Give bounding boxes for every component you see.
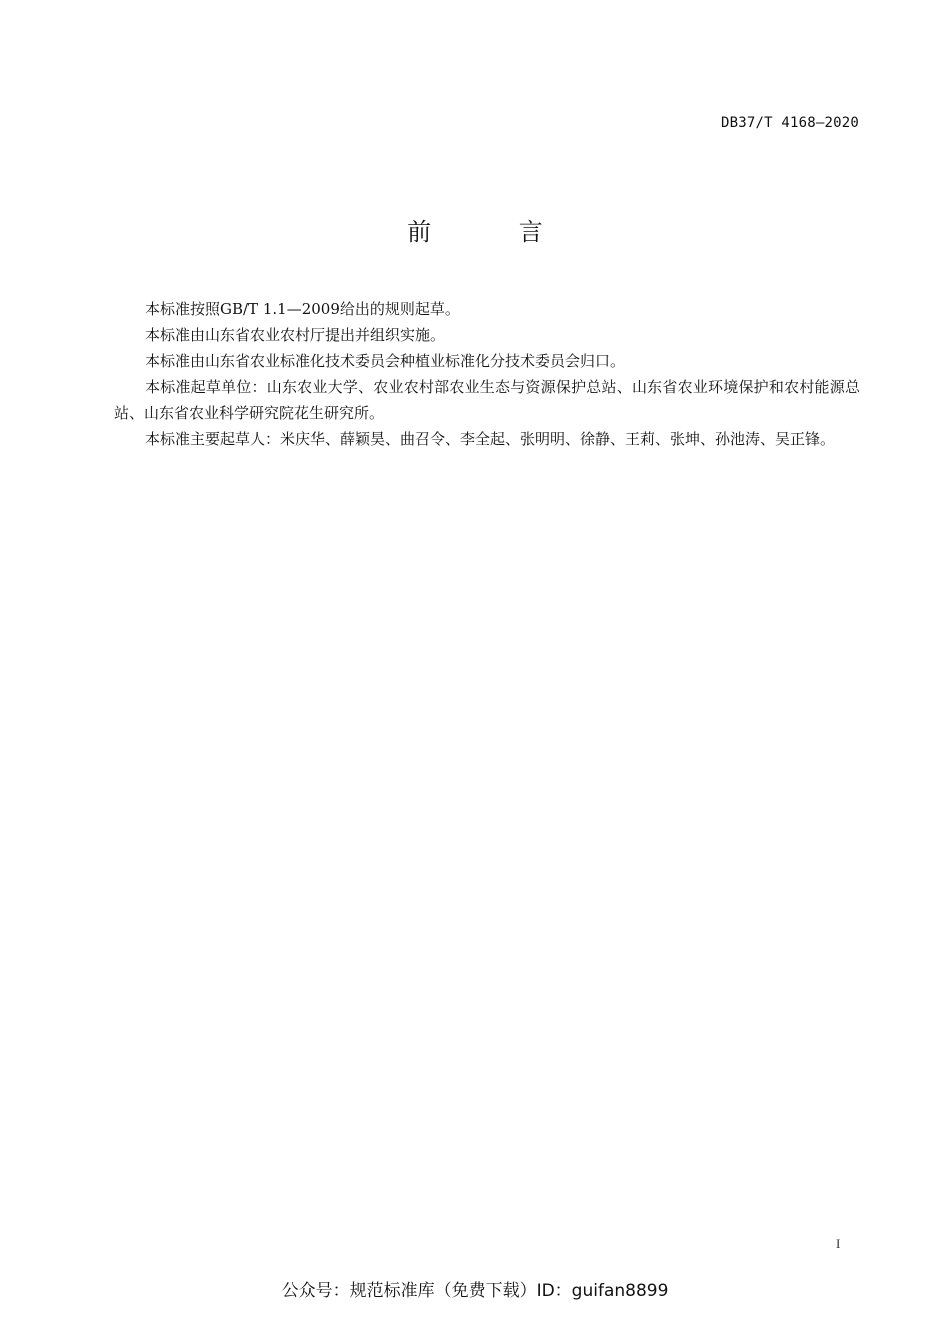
paragraph-drafting-units: 本标准起草单位：山东农业大学、农业农村部农业生态与资源保护总站、山东省农业环境保护和农村能源总站、山东省农业科学研究院花生研究所。	[114, 378, 860, 422]
page-title: 前 言	[407, 218, 583, 246]
foreword-body	[114, 296, 860, 452]
footer-note: 公众号：规范标准库（免费下载）ID：guifan8899	[281, 1281, 669, 1301]
paragraph-proposer: 本标准由山东省农业农村厅提出并组织实施。	[145, 326, 446, 344]
paragraph-drafting-rules: 本标准按照GB/T 1.1—2009给出的规则起草。	[145, 300, 460, 318]
paragraph-committee: 本标准由山东省农业标准化技术委员会种植业标准化分技术委员会归口。	[145, 352, 626, 370]
standard-code: DB37/T 4168—2020	[720, 115, 859, 131]
page-number: I	[836, 1236, 841, 1251]
paragraph-drafters: 本标准主要起草人：米庆华、薛颖昊、曲召令、李全起、张明明、徐静、王莉、张坤、孙池涛、吴正锋。	[145, 430, 836, 448]
